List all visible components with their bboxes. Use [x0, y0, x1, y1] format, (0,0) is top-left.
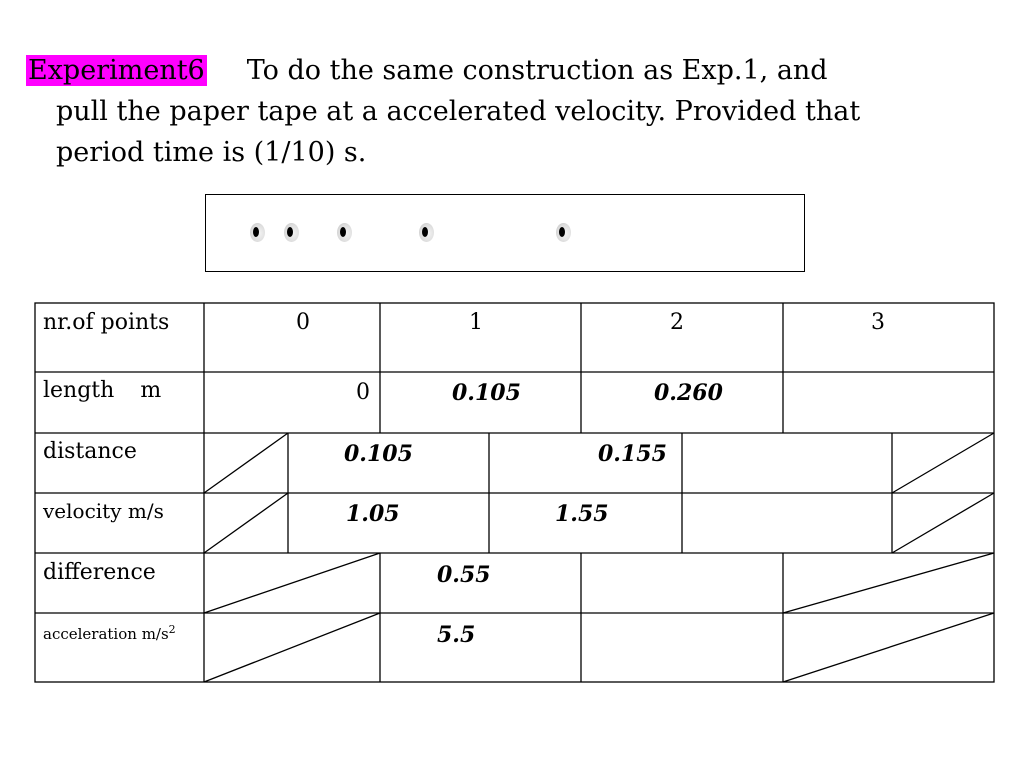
intro-line-3: period time is (1/10) s. [56, 137, 367, 168]
diag-velocity-right [892, 493, 994, 553]
distance-value-1: 0.155 [598, 441, 667, 467]
row-label-acceleration [43, 617, 176, 647]
diag-velocity-left [204, 493, 288, 553]
row-label-difference: difference [43, 560, 156, 585]
length-value-1: 0.105 [452, 380, 521, 406]
diag-acceleration-left [204, 613, 380, 682]
diag-distance-right [892, 433, 994, 493]
diag-acceleration-right [783, 613, 994, 682]
velocity-value-0: 1.05 [346, 501, 400, 527]
diag-difference-left [204, 553, 380, 613]
row-label-points: nr.of points [43, 310, 170, 335]
diag-distance-left [204, 433, 288, 493]
intro-line-2: pull the paper tape at a accelerated velocity. Provided that [56, 96, 861, 127]
experiment-title: Experiment6 [28, 55, 205, 86]
length-unit: m [140, 378, 162, 403]
distance-value-0: 0.105 [344, 441, 413, 467]
point-2: 2 [670, 310, 684, 335]
length-value-0: 0 [356, 380, 370, 405]
difference-value-0: 0.55 [437, 562, 491, 588]
length-value-2: 0.260 [654, 380, 723, 406]
length-label: length [43, 378, 115, 403]
acceleration-sup: 2 [168, 623, 176, 636]
row-label-velocity: velocity m/s [43, 499, 164, 523]
point-1: 1 [469, 310, 483, 335]
row-label-distance: distance [43, 439, 137, 464]
point-0: 0 [296, 310, 310, 335]
intro-line-1: To do the same construction as Exp.1, and [246, 55, 828, 86]
diag-difference-right [783, 553, 994, 613]
acceleration-value-0: 5.5 [437, 622, 476, 648]
row-label-length [43, 378, 161, 404]
acceleration-label: acceleration m/s [43, 625, 169, 643]
point-3: 3 [871, 310, 885, 335]
velocity-value-1: 1.55 [555, 501, 609, 527]
